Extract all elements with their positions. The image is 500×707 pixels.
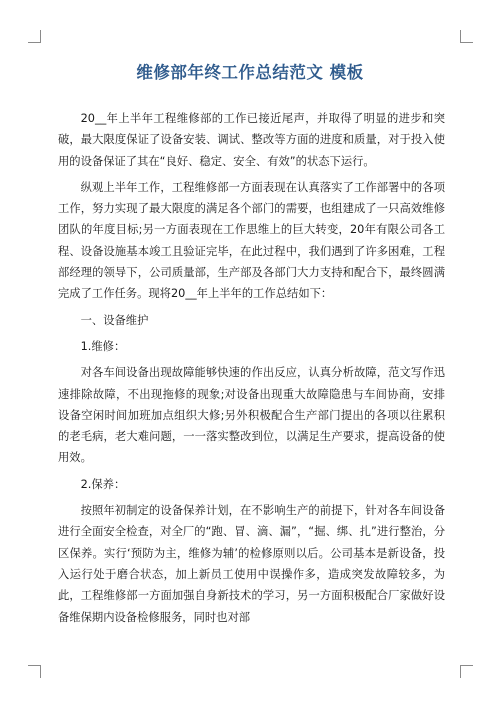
document-title: 维修部年终工作总结范文 模板 <box>136 63 364 82</box>
paragraph-repair: 对各车间设备出现故障能够快速的作出反应，认真分析故障，范文写作迅速排除故障，不出现拖修的现象;对设备出现重大故障隐患与车间协商，安排设备空闲时间加班加点组织大修;另外积极配合生产部门提出的各项以往累积的老毛病，老大难问题，一一落实整改到位，以满足生产要求，提高设备的使用效。 <box>58 366 445 465</box>
subheading-repair: 1.维修： <box>80 339 126 353</box>
section-heading-equipment: 一、设备维护 <box>80 313 149 327</box>
paragraph-intro: 20__年上半年工程维修部的工作已接近尾声，并取得了明显的进步和突破，最大限度保证了设备安装、调试、整改等方面的进度和质量，对于投入使用的设备保证了其在“良好、稳定、安全、有效”的状态下运行。 <box>58 112 445 168</box>
paragraph-overview: 纵观上半年工作，工程维修部一方面表现在认真落实了工作部署中的各项工作，努力实现了最大限度的满足各个部门的需要，也组建成了一只高效维修团队的年度目标;另一方面表现在工作思维上的巨大转变，20年有限公司各工程、设备设施基本竣工且验证完毕，在此过程中，我们遇到了许多困难，工程部经理的领导下，公司质量部，生产部及各部门大力支持和配合下，最终圆满完成了工作任务。现将20__年上半年的工作总结如下： <box>58 180 445 301</box>
crop-mark-top-left <box>28 30 41 43</box>
subheading-maintenance: 2.保养： <box>80 477 126 491</box>
document-body <box>58 108 445 633</box>
paragraph-maintenance: 按照年初制定的设备保养计划，在不影响生产的前提下，针对各车间设备进行全面安全检查，对全厂的“跑、冒、滴、漏”，“掘、绑、扎”进行整治，分区保养。实行‘预防为主，维修为辅’的检修原则以后。公司基本是新设备，投入运行处于磨合状态，加上新员工使用中误操作多，造成突发故障较多，为此，工程维修部一方面加强自身新技术的学习，另一方面积极配合厂家做好设备维保期内设备检修服务，同时也对部 <box>58 504 445 624</box>
crop-mark-bottom-right <box>460 665 473 678</box>
crop-mark-top-right <box>460 30 473 43</box>
crop-mark-bottom-left <box>28 665 41 678</box>
